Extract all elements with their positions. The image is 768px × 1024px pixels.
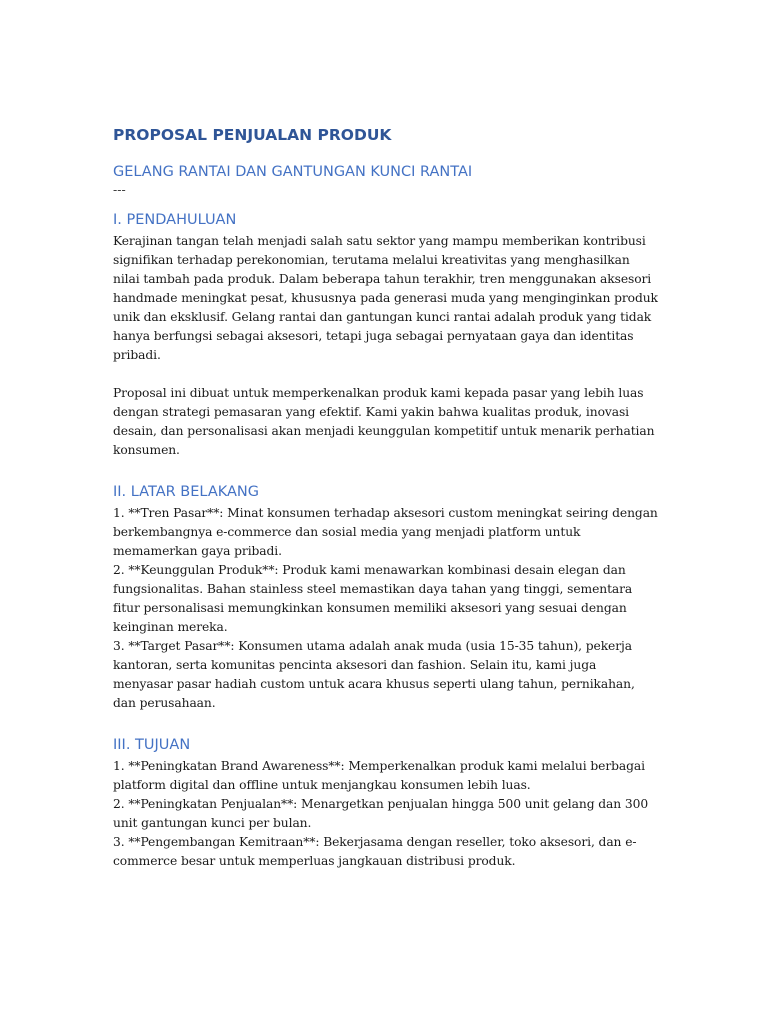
list-item: 3. **Pengembangan Kemitraan**: Bekerjasama dengan reseller, toko aksesori, dan e-commerce besar untuk memperluas jangkauan distribusi produk. (113, 835, 637, 868)
section-gap (113, 460, 658, 482)
section-heading-tujuan: III. TUJUAN (113, 737, 191, 753)
paragraph-gap (113, 365, 658, 384)
list-item: 1. **Peningkatan Brand Awareness**: Memperkenalkan produk kami melalui berbagai platform digital dan offline untuk menjangkau konsumen lebih luas. (113, 759, 645, 792)
list-item: 3. **Target Pasar**: Konsumen utama adalah anak muda (usia 15-35 tahun), pekerja kantoran, serta komunitas pencinta aksesori dan fashion. Selain itu, kami juga menyasar pasar hadiah custom untuk acara khusus seperti ulang tahun, pernikahan, dan perusahaan. (113, 639, 635, 710)
section-heading-latar-belakang: II. LATAR BELAKANG (113, 484, 260, 500)
list-item: 2. **Peningkatan Penjualan**: Menargetkan penjualan hingga 500 unit gelang dan 300 unit gantungan kunci per bulan. (113, 797, 649, 830)
list-item: 2. **Keunggulan Produk**: Produk kami menawarkan kombinasi desain elegan dan fungsionalitas. Bahan stainless steel memastikan daya tahan yang tinggi, sementara fitur personalisasi memungkinkan konsumen memiliki aksesori yang sesuai dengan keinginan mereka. (113, 563, 633, 634)
separator: --- (113, 182, 126, 197)
document-body (113, 124, 658, 871)
section-gap (113, 713, 658, 735)
section-heading-pendahuluan: I. PENDAHULUAN (113, 212, 237, 228)
document-title: PROPOSAL PENJUALAN PRODUK (113, 126, 392, 144)
paragraph: Proposal ini dibuat untuk memperkenalkan produk kami kepada pasar yang lebih luas dengan strategi pemasaran yang efektif. Kami yakin bahwa kualitas produk, inovasi desain, dan personalisasi akan menjadi keunggulan kompetitif untuk menarik perhatian konsumen. (113, 386, 655, 457)
list-item: 1. **Tren Pasar**: Minat konsumen terhadap aksesori custom meningkat seiring dengan berkembangnya e-commerce dan sosial media yang menjadi platform untuk memamerkan gaya pribadi. (113, 506, 658, 558)
document-subtitle: GELANG RANTAI DAN GANTUNGAN KUNCI RANTAI (113, 164, 473, 180)
paragraph: Kerajinan tangan telah menjadi salah satu sektor yang mampu memberikan kontribusi signifikan terhadap perekonomian, terutama melalui kreativitas yang menghasilkan nilai tambah pada produk. Dalam beberapa tahun terakhir, tren menggunakan aksesori handmade meningkat pesat, khususnya pada generasi muda yang menginginkan produk unik dan eksklusif. Gelang rantai dan gantungan kunci rantai adalah produk yang tidak hanya berfungsi sebagai aksesori, tetapi juga sebagai pernyataan gaya dan identitas pribadi. (113, 234, 658, 362)
